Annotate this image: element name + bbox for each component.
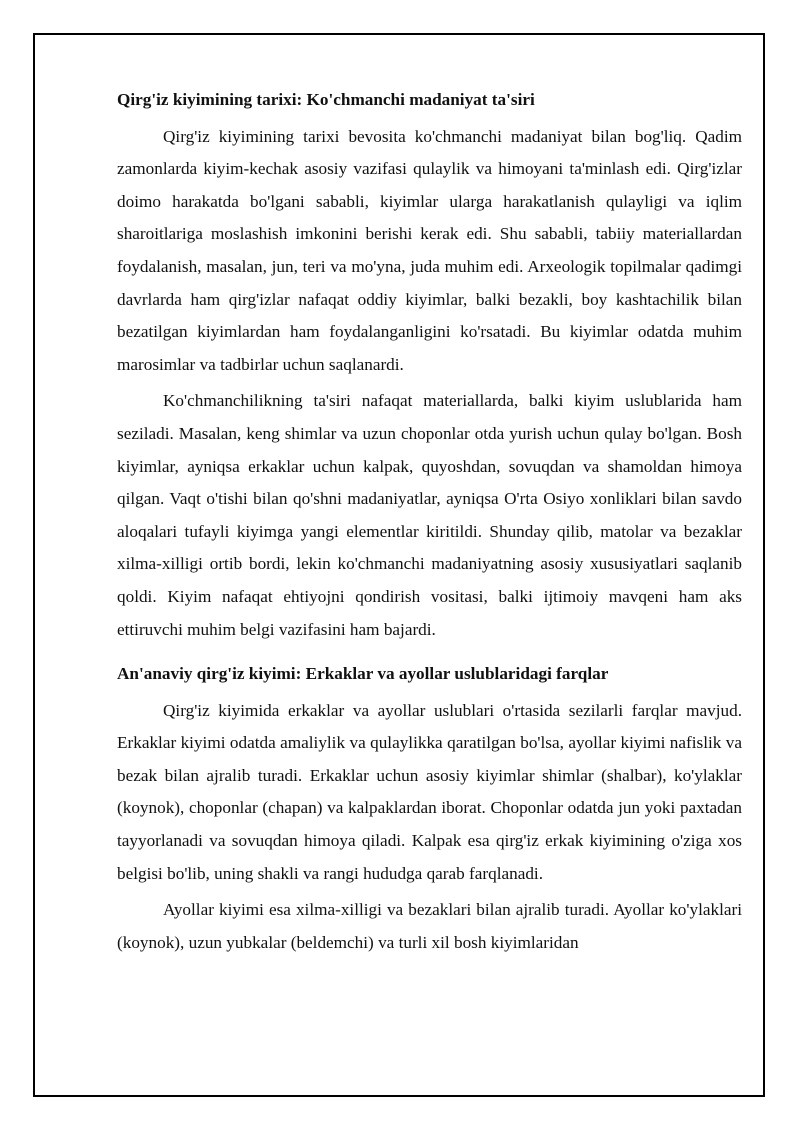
section-heading-styles: An'anaviy qirg'iz kiyimi: Erkaklar va ayollar uslublaridagi farqlar [117, 664, 609, 684]
paragraph-styles-2: Ayollar kiyimi esa xilma-xilligi va bezaklari bilan ajralib turadi. Ayollar ko'ylaklari (koynok), uzun yubkalar (beldemchi) va turli xil bosh kiyimlaridan [117, 900, 742, 952]
document-body [117, 84, 742, 959]
paragraph-history-2: Ko'chmanchilikning ta'siri nafaqat materiallarda, balki kiyim uslublarida ham seziladi. Masalan, keng shimlar va uzun choponlar otda yurish uchun qulay bo'lgan. Bosh kiyimlar, ayniqsa erkaklar uchun kalpak, quyoshdan, sovuqdan va shamoldan himoya qilgan. Vaqt o'tishi bilan qo'shni madaniyatlar, ayniqsa O'rta Osiyo xonliklari bilan savdo aloqalari tufayli kiyimga yangi elementlar kiritildi. Shunday qilib, matolar va bezaklar xilma-xilligi ortib bordi, lekin ko'chmanchi madaniyatning asosiy xususiyatlari saqlanib qoldi. Kiyim nafaqat ehtiyojni qondirish vositasi, balki ijtimoiy mavqeni ham aks ettiruvchi muhim belgi vazifasini ham bajardi. [117, 391, 742, 639]
section-heading-history: Qirg'iz kiyimining tarixi: Ko'chmanchi madaniyat ta'siri [117, 90, 535, 109]
paragraph-history-1: Qirg'iz kiyimining tarixi bevosita ko'chmanchi madaniyat bilan bog'liq. Qadim zamonlarda kiyim-kechak asosiy vazifasi qulaylik va himoyani ta'minlash edi. Qirg'izlar doimo harakatda bo'lgani sababli, kiyimlar ularga harakatlanish qulayligi va iqlim sharoitlariga moslashish imkonini berishi kerak edi. Shu sababli, tabiiy materiallardan foydalanish, masalan, jun, teri va mo'yna, juda muhim edi. Arxeologik topilmalar qadimgi davrlarda ham qirg'izlar nafaqat oddiy kiyimlar, balki bezakli, boy kashtachilik bilan bezatilgan kiyimlardan ham foydalanganligini ko'rsatadi. Bu kiyimlar odatda muhim marosimlar va tadbirlar uchun saqlanardi. [117, 126, 742, 374]
paragraph-styles-1: Qirg'iz kiyimida erkaklar va ayollar uslublari o'rtasida sezilarli farqlar mavjud. Erkaklar kiyimi odatda amaliylik va qulaylikka qaratilgan bo'lsa, ayollar kiyimi nafislik va bezak bilan ajralib turadi. Erkaklar uchun asosiy kiyimlar shimlar (shalbar), ko'ylaklar (koynok), choponlar (chapan) va kalpaklardan iborat. Choponlar odatda jun yoki paxtadan tayyorlanadi va sovuqdan himoya qiladi. Kalpak esa qirg'iz erkak kiyimining o'ziga xos belgisi bo'lib, uning shakli va rangi hududga qarab farqlanadi. [117, 700, 742, 883]
